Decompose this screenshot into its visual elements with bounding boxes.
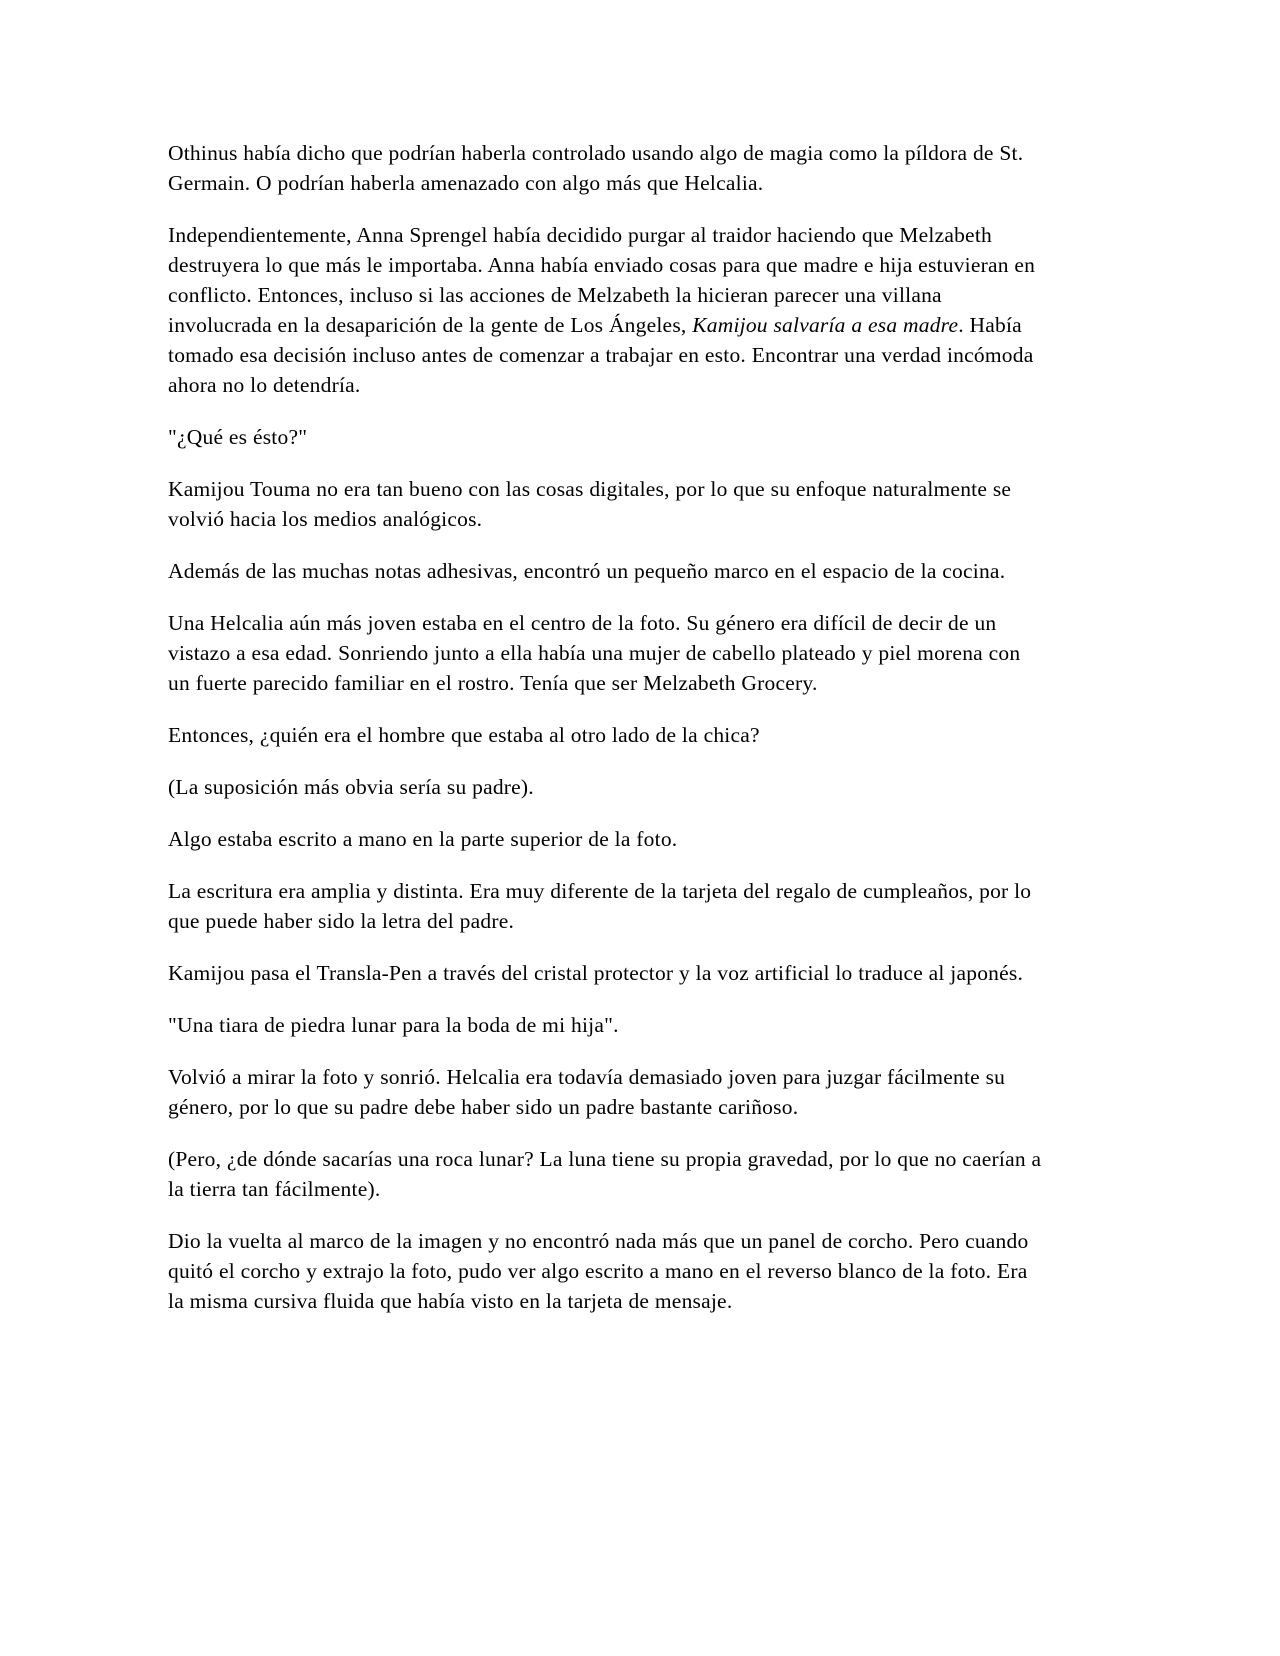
paragraph: (Pero, ¿de dónde sacarías una roca lunar? La luna tiene su propia gravedad, por lo que no caerían a la tierra tan fácilmente). <box>168 1147 1042 1201</box>
paragraph: "Una tiara de piedra lunar para la boda de mi hija". <box>168 1013 619 1037</box>
paragraph: Dio la vuelta al marco de la imagen y no encontró nada más que un panel de corcho. Pero cuando quitó el corcho y extrajo la foto, pudo ver algo escrito a mano en el reverso blanco de la foto. Era la misma cursiva fluida que había visto en la tarjeta de mensaje. <box>168 1229 1029 1313</box>
paragraph: "¿Qué es ésto?" <box>168 425 308 449</box>
paragraph: Kamijou pasa el Transla-Pen a través del cristal protector y la voz artificial lo traduce al japonés. <box>168 961 1024 985</box>
paragraph: Además de las muchas notas adhesivas, encontró un pequeño marco en el espacio de la cocina. <box>168 559 1006 583</box>
text-run: Independientemente, Anna Sprengel había decidido purgar al traidor haciendo que Melzabeth destruyera lo que más le importaba. Anna había enviado cosas para que madre e hija estuvieran en conflicto. Entonces, incluso si las acciones de Melzabeth la hicieran parecer una villana involucrada en la desaparición de la gente de Los Ángeles, <box>168 223 1036 337</box>
paragraph <box>168 220 1044 400</box>
paragraph: La escritura era amplia y distinta. Era muy diferente de la tarjeta del regalo de cumpleaños, por lo que puede haber sido la letra del padre. <box>168 879 1032 933</box>
paragraph: Una Helcalia aún más joven estaba en el centro de la foto. Su género era difícil de decir de un vistazo a esa edad. Sonriendo junto a ella había una mujer de cabello plateado y piel morena con un fuerte parecido familiar en el rostro. Tenía que ser Melzabeth Grocery. <box>168 611 1021 695</box>
paragraph: Algo estaba escrito a mano en la parte superior de la foto. <box>168 827 678 851</box>
paragraph: Volvió a mirar la foto y sonrió. Helcalia era todavía demasiado joven para juzgar fácilmente su género, por lo que su padre debe haber sido un padre bastante cariñoso. <box>168 1065 1006 1119</box>
paragraph: (La suposición más obvia sería su padre). <box>168 775 534 799</box>
text-run-italic: Kamijou salvaría a esa madre <box>692 313 959 337</box>
document-text-body <box>168 138 1044 1316</box>
paragraph: Othinus había dicho que podrían haberla controlado usando algo de magia como la píldora de St. Germain. O podrían haberla amenazado con algo más que Helcalia. <box>168 141 1024 195</box>
paragraph: Entonces, ¿quién era el hombre que estaba al otro lado de la chica? <box>168 723 760 747</box>
paragraph: Kamijou Touma no era tan bueno con las cosas digitales, por lo que su enfoque naturalmente se volvió hacia los medios analógicos. <box>168 477 1012 531</box>
text-run: . Había tomado esa decisión incluso antes de comenzar a trabajar en esto. Encontrar una verdad incómoda ahora no lo detendría. <box>168 313 1034 397</box>
